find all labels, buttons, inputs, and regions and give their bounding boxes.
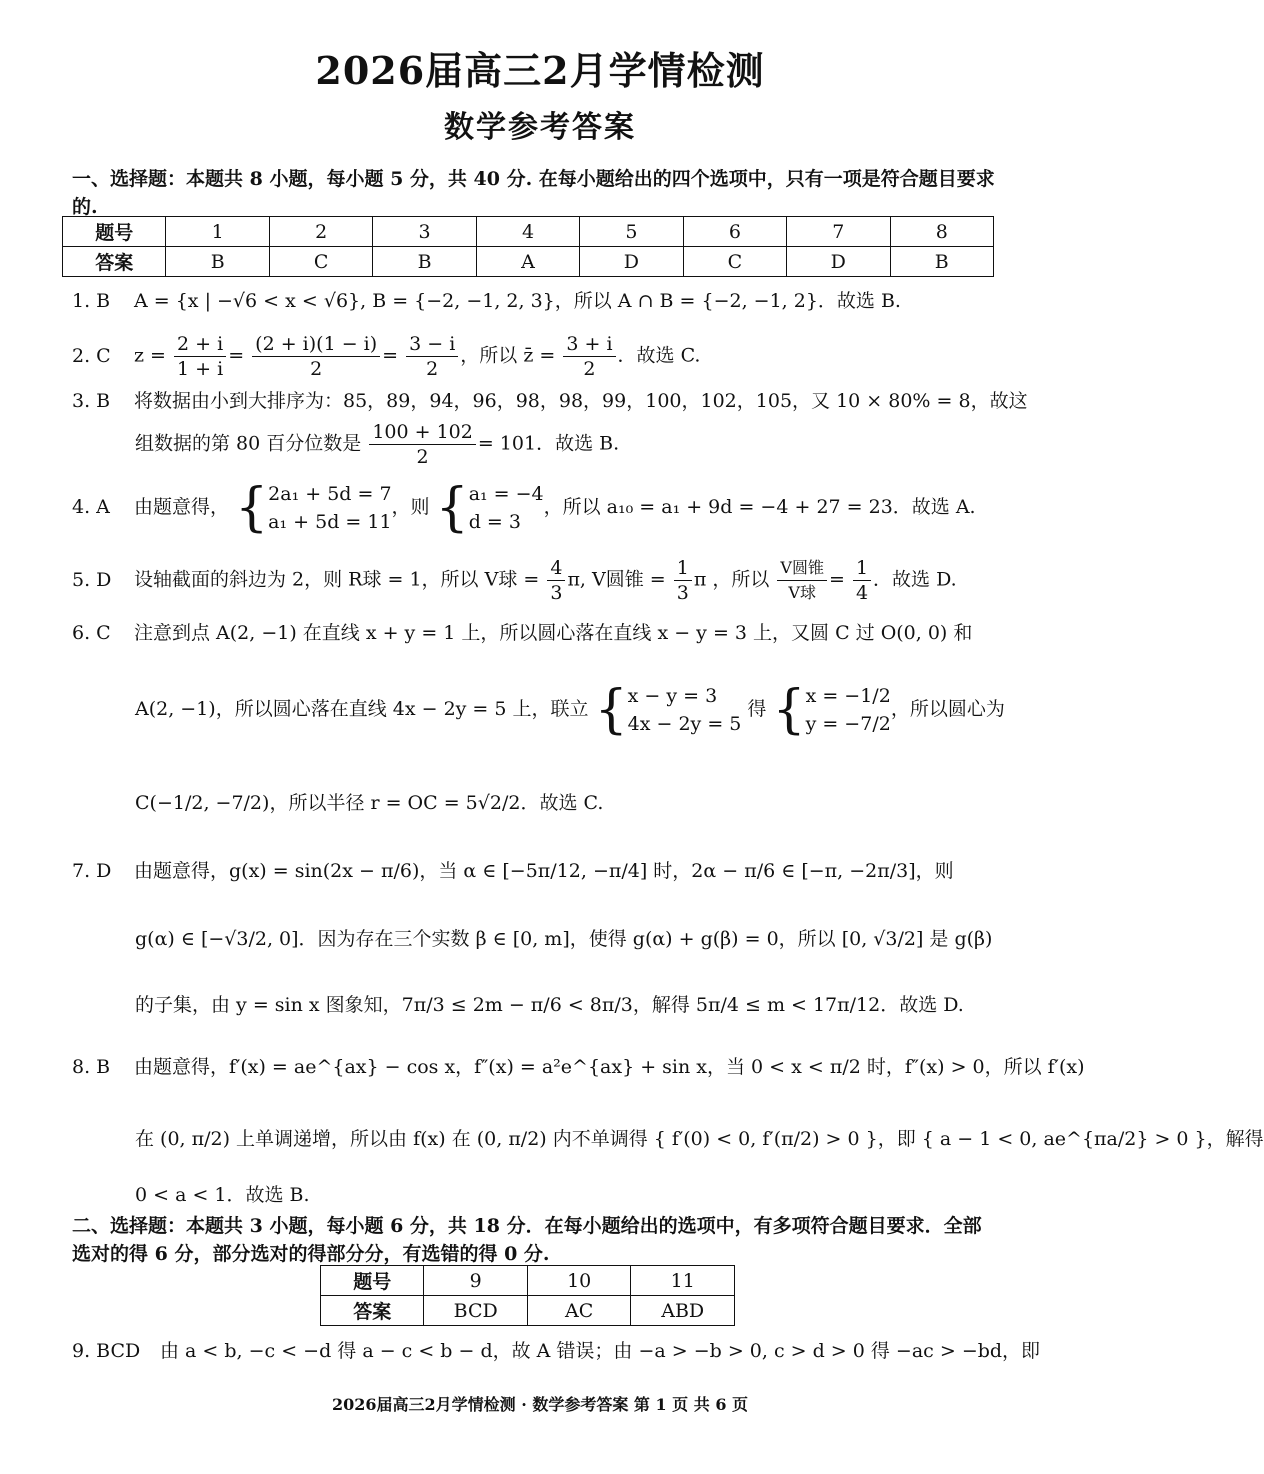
numerator: (2 + i)(1 − i) (252, 332, 380, 357)
equation-system (628, 682, 742, 738)
solution-text: 注意到点 A(2, −1) 在直线 x + y = 1 上，所以圆心落在直线 x − y = 3 上，又圆 C 过 O(0, 0) 和 (134, 622, 973, 644)
left-brace: { (235, 478, 269, 538)
denominator: 3 (550, 582, 563, 604)
table-header-cell: 题号 (321, 1266, 424, 1296)
fraction (252, 332, 380, 381)
table-cell: ABD (631, 1296, 735, 1326)
solution-7 (72, 856, 954, 886)
solution-text: 组数据的第 80 百分位数是 (135, 432, 362, 455)
denominator: 2 (310, 358, 323, 380)
solution-text: 由题意得， (134, 496, 230, 518)
solution-text: 将数据由小到大排序为：85，89，94，96，98，98，99，100，102，105，又 10 × 80% = 8，故这 (134, 390, 1028, 412)
equation: 2a₁ + 5d = 7 (268, 483, 392, 505)
solution-text: ，所以圆心为 (890, 698, 1005, 720)
table-header-cell: 题号 (63, 217, 166, 247)
fraction (777, 556, 827, 605)
page-footer: 2026届高三2月学情检测 · 数学参考答案 第 1 页 共 6 页 (331, 1395, 749, 1414)
solution-number: 7. D (72, 860, 112, 882)
table-cell: 4 (476, 217, 579, 247)
table-cell: B (373, 247, 476, 277)
solution-6 (72, 618, 972, 648)
equation: 4x − 2y = 5 (627, 713, 742, 735)
equation: d = 3 (468, 511, 521, 533)
table-cell: 1 (166, 217, 269, 247)
equation: y = −7/2 (805, 713, 891, 735)
left-brace: { (594, 680, 628, 740)
table-cell: 9 (424, 1266, 528, 1296)
solution-2: 2. C z = $\frac{2 + i}{1 + i}$ = $\frac{(2 + i)(1 - i)}{2}$ = $\frac{3 - i}{2}$ ，所以 z̄ = $\frac{3 + i}{2}$ ．故选 C. (72, 333, 701, 380)
table-cell: 11 (631, 1266, 735, 1296)
fraction (563, 332, 615, 381)
solution-text: A(2, −1)，所以圆心落在直线 4x − 2y = 5 上，联立 (135, 698, 589, 720)
section2-heading: 二、选择题：本题共 3 小题，每小题 6 分，共 18 分．在每小题给出的选项中，有多项符合题目要求．全部选对的得 6 分，部分选对的得部分分，有选错的得 0 分. (72, 1215, 982, 1265)
solution-number: 8. B (72, 1056, 111, 1078)
solution-text: A = {x | −√6 < x < √6}, B = {−2, −1, 2, 3}，所以 A ∩ B = {−2, −1, 2}．故选 B. (134, 290, 901, 312)
solution-7-line3: 的子集，由 y = sin x 图象知，7π/3 ≤ 2m − π/6 < 8π/3，解得 5π/4 ≤ m < 17π/12．故选 D. (135, 994, 964, 1016)
table-cell: B (890, 247, 993, 277)
solution-number: 2. C (72, 344, 111, 367)
table-cell: D (580, 247, 683, 277)
denominator: 2 (583, 358, 596, 380)
numerator: 4 (547, 556, 565, 581)
numerator: 1 (674, 556, 692, 581)
solution-3-line2 (135, 420, 619, 469)
equation: a₁ = −4 (468, 483, 544, 505)
table-header-cell: 答案 (321, 1296, 424, 1326)
table-row (321, 1266, 735, 1296)
solution-8-line2: 在 (0, π/2) 上单调递增，所以由 f(x) 在 (0, π/2) 内不单调得 { f′(0) < 0, f′(π/2) > 0 }，即 { a − 1 < 0, ae^{πa/2} > 0 }，解得 (135, 1128, 1264, 1150)
table-cell: 2 (269, 217, 372, 247)
equation: x = −1/2 (805, 685, 891, 707)
table-row (321, 1296, 735, 1326)
solution-number: 9. BCD (72, 1340, 141, 1362)
denominator: V球 (788, 583, 816, 602)
solution-1 (72, 286, 901, 316)
table-cell: C (683, 247, 786, 277)
solution-7-line2: g(α) ∈ [−√3/2, 0]．因为存在三个实数 β ∈ [0, m]，使得 g(α) + g(β) = 0，所以 [0, √3/2] 是 g(β) (135, 928, 993, 950)
fraction (369, 420, 476, 469)
solution-text: π, V圆锥 = (567, 568, 666, 591)
denominator: 4 (855, 582, 869, 604)
solution-number: 3. B (72, 390, 111, 412)
solution-text: z = (134, 344, 166, 367)
table-cell: 8 (890, 217, 993, 247)
page-subtitle: 数学参考答案 (444, 110, 636, 145)
denominator: 1 + i (177, 358, 224, 380)
table-cell: C (269, 247, 372, 277)
table-cell: A (476, 247, 579, 277)
solution-text: ，所以 z̄ = (460, 344, 556, 367)
solution-text: ．故选 C. (617, 344, 701, 367)
section1-heading: 一、选择题：本题共 8 小题，每小题 5 分，共 40 分. 在每小题给出的四个选项中，只有一项是符合题目要求的. (72, 168, 995, 218)
numerator: 3 + i (563, 332, 615, 357)
numerator: 1 (853, 556, 871, 581)
equation-system (268, 480, 391, 536)
solution-number: 4. A (72, 496, 110, 518)
table-cell: 7 (787, 217, 890, 247)
table-cell: D (787, 247, 890, 277)
table-cell: 3 (373, 217, 476, 247)
table-cell: AC (527, 1296, 630, 1326)
solution-text: π ，所以 (693, 568, 770, 591)
solution-8 (72, 1052, 1085, 1082)
numerator: 100 + 102 (369, 420, 476, 445)
solution-number: 6. C (72, 622, 111, 644)
equation-system (469, 480, 544, 536)
fraction (853, 556, 871, 605)
left-brace: { (772, 680, 806, 740)
solution-text: 设轴截面的斜边为 2，则 R球 = 1，所以 V球 = (134, 568, 540, 591)
table-cell: 6 (683, 217, 786, 247)
solution-9 (72, 1336, 1040, 1366)
solution-6-line2 (135, 680, 1005, 740)
solution-number: 5. D (72, 568, 112, 591)
fraction (406, 332, 458, 381)
fraction (547, 556, 565, 605)
section1-answer-table (62, 216, 994, 277)
solution-number: 1. B (72, 290, 111, 312)
page-title: 2026届高三2月学情检测 (315, 48, 765, 93)
numerator: V圆锥 (777, 556, 827, 581)
denominator: 3 (676, 582, 689, 604)
table-cell: 5 (580, 217, 683, 247)
fraction (674, 556, 692, 605)
numerator: 3 − i (406, 332, 458, 357)
solution-text: 由题意得，f′(x) = ae^{ax} − cos x，f″(x) = a²e^{ax} + sin x，当 0 < x < π/2 时，f″(x) > 0，所以 f′(x) (134, 1056, 1085, 1078)
solution-text: 得 (747, 698, 767, 720)
table-row (63, 217, 994, 247)
equation-system (806, 682, 891, 738)
solution-text: ．故选 D. (873, 568, 957, 591)
solution-5 (72, 556, 957, 605)
table-cell: 10 (527, 1266, 630, 1296)
solution-text: = 101．故选 B. (477, 432, 620, 455)
solution-text: 由题意得，g(x) = sin(2x − π/6)，当 α ∈ [−5π/12, −π/4] 时，2α − π/6 ∈ [−π, −2π/3]，则 (134, 860, 954, 882)
solution-text: 由 a < b, −c < −d 得 a − c < b − d，故 A 错误；由 −a > −b > 0, c > d > 0 得 −ac > −bd，即 (160, 1340, 1041, 1362)
numerator: 2 + i (174, 332, 226, 357)
solution-4 (72, 478, 976, 538)
denominator: 2 (426, 358, 439, 380)
solution-6-line3: C(−1/2, −7/2)，所以半径 r = OC = 5√2/2．故选 C. (135, 792, 604, 814)
section2-answer-table (320, 1265, 735, 1326)
solution-text: = (828, 568, 845, 591)
left-brace: { (435, 478, 469, 538)
fraction (174, 332, 226, 381)
solution-text: ，则 (391, 496, 430, 518)
table-header-cell: 答案 (63, 247, 166, 277)
equation: a₁ + 5d = 11 (268, 511, 392, 533)
solution-8-line3: 0 < a < 1．故选 B. (135, 1184, 310, 1206)
equation: x − y = 3 (627, 685, 718, 707)
table-cell: B (166, 247, 269, 277)
solution-3 (72, 386, 1028, 416)
table-row (63, 247, 994, 277)
denominator: 2 (416, 446, 429, 468)
solution-text: ，所以 a₁₀ = a₁ + 9d = −4 + 27 = 23．故选 A. (543, 496, 976, 518)
table-cell: BCD (424, 1296, 528, 1326)
